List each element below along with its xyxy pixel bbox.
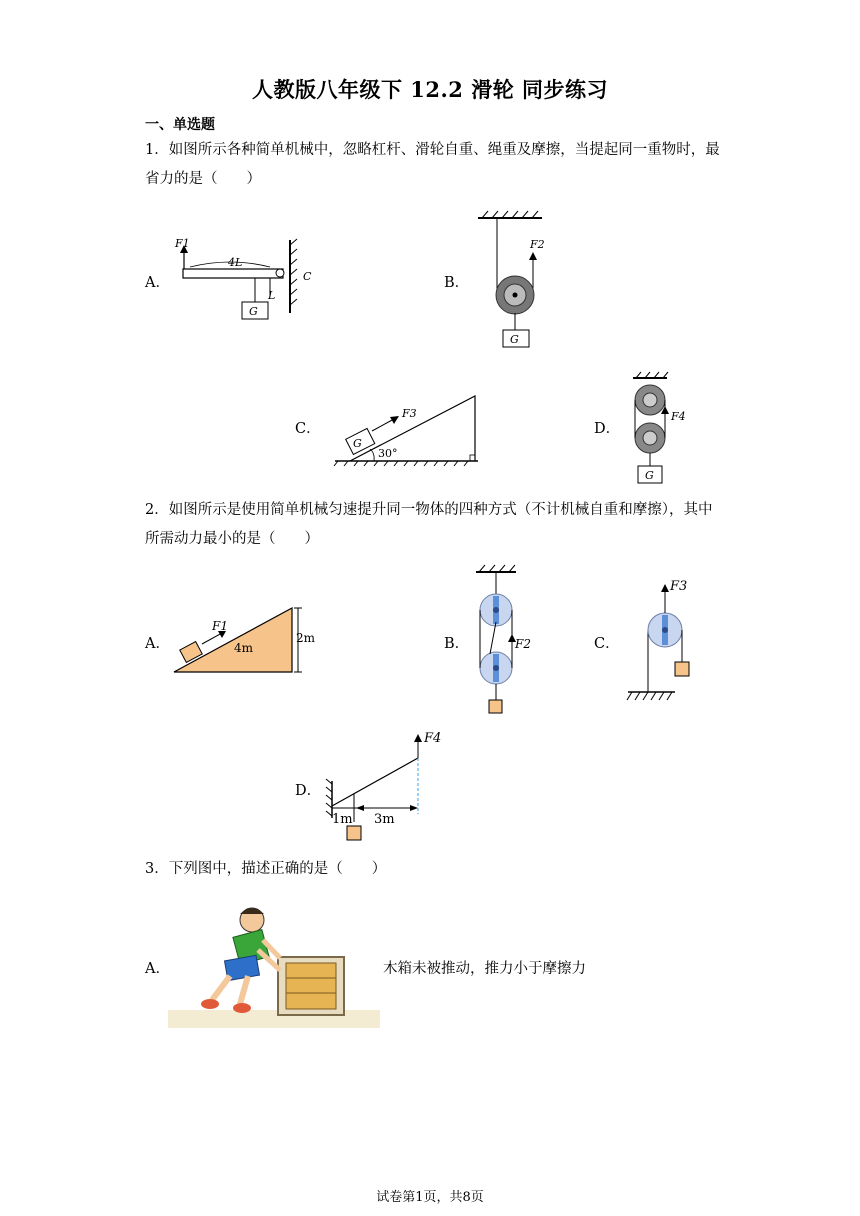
q1b-weight-label: G [510,333,519,346]
q1d-force-label: F4 [671,410,686,423]
q1c-weight-label: G [353,437,362,450]
q2a-force-label: F1 [212,619,228,633]
q2d-force-label: F4 [424,731,442,746]
q1-figure-a-lever [170,235,320,325]
section-heading: 一、单选题 [145,117,215,133]
q1c-force-label: F3 [402,407,417,420]
q2-option-c-label: C． [594,636,620,652]
q1a-pivot-label: C [303,270,312,283]
q1a-weight-label: G [249,305,258,318]
q1-option-b-label: B． [444,275,470,291]
q1-option-d-label: D． [594,421,621,437]
q2d-long-label: 3m [374,812,395,827]
q3-option-a-label: A． [145,961,170,977]
q2a-length-label: 4m [234,641,254,655]
q1b-force-label: F2 [530,238,545,251]
q3-figure-a-boy-pushing-box [168,900,383,1030]
q1a-force-label: F1 [175,237,190,250]
q1-figure-d-pulley-block [620,370,700,488]
q1d-weight-label: G [645,469,654,482]
q2-figure-b-pulley-block [468,562,538,717]
q1-figure-c-incline [330,393,490,468]
question-2-stem: 2．如图所示是使用简单机械匀速提升同一物体的四种方式（不计机械自重和摩擦），其中所需动力最小的是（ ） [145,502,713,547]
q1a-short-arm-label: L [268,289,276,302]
q2-figure-d-lever [318,726,458,846]
q2-figure-c-movable-pulley [620,572,700,707]
question-1-stem: 1．如图所示各种简单机械中，忽略杠杆、滑轮自重、绳重及摩擦，当提起同一重物时，最省力的是（ ） [145,142,720,187]
q2-figure-a-incline [170,600,330,680]
question-3-stem: 3．下列图中，描述正确的是（ ） [145,861,387,877]
q1-figure-b-pulley [470,208,570,353]
q1-option-c-label: C． [295,421,321,437]
q2-option-a-label: A． [145,636,170,652]
q2a-height-label: 2m [296,631,316,645]
q1a-long-arm-label: 4L [228,256,243,269]
q2b-force-label: F2 [515,637,531,651]
page-title: 人教版八年级下 12.2 滑轮 同步练习 [251,77,609,102]
q2d-short-label: 1m [332,812,353,827]
page-footer: 试卷第1页，共8页 [376,1190,484,1205]
q1c-angle-label: 30° [378,447,398,460]
q2-option-d-label: D． [295,783,322,799]
q3-option-a-text: 木箱未被推动，推力小于摩擦力 [383,961,586,977]
q2-option-b-label: B． [444,636,470,652]
q1-option-a-label: A． [145,275,170,291]
q2c-force-label: F3 [670,579,688,594]
